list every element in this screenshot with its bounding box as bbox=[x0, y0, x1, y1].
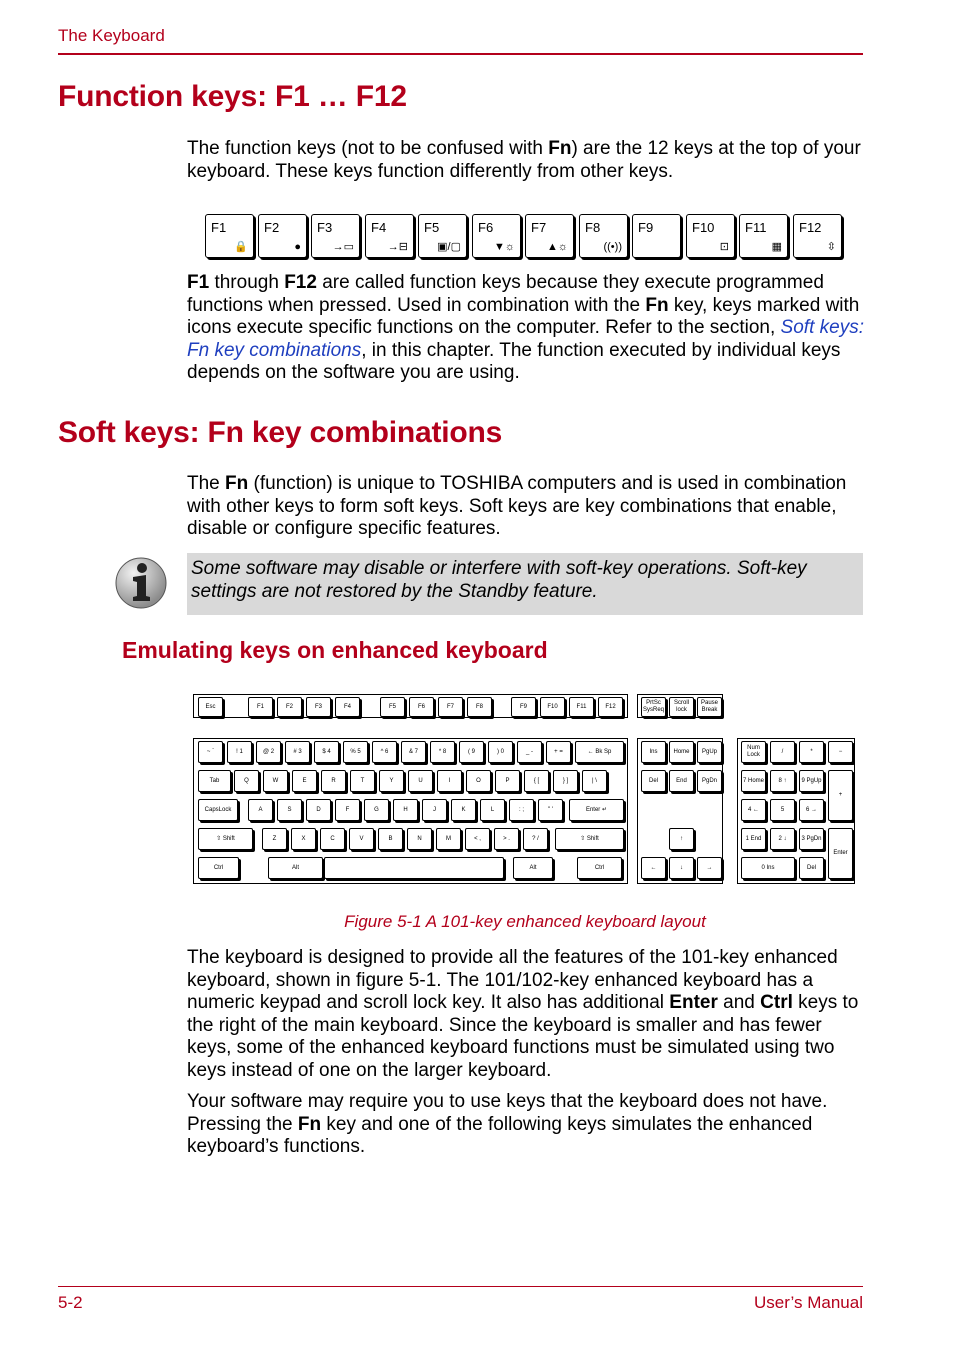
kb-key-sys-0: PrtSc SysReq bbox=[641, 697, 666, 717]
kb-key-num-8: * 8 bbox=[430, 741, 455, 763]
kb-key-nav-3: Del bbox=[641, 770, 666, 792]
keypad-icon: ▦ bbox=[771, 241, 782, 253]
kb-key-z-6: N bbox=[407, 828, 432, 850]
kb-key-pad-10: 6 → bbox=[799, 799, 824, 821]
kb-key-pad-2: * bbox=[799, 741, 824, 763]
kb-key-f10: F10 bbox=[540, 697, 565, 717]
note-box bbox=[187, 553, 863, 615]
note-text: Some software may disable or interfere with soft-key operations. Soft-key settings are not restored by the Standby feature. bbox=[191, 558, 807, 602]
kb-key-f11: F11 bbox=[569, 697, 594, 717]
kb-key-q-10: P bbox=[495, 770, 520, 792]
kb-key-q-8: I bbox=[437, 770, 462, 792]
manual-title: User’s Manual bbox=[754, 1293, 863, 1312]
kb-key-sys-1: Scroll lock bbox=[669, 697, 694, 717]
kb-key-arrow-right: → bbox=[697, 857, 722, 879]
kb-key-a-7: J bbox=[422, 799, 447, 821]
kb-key-q-9: O bbox=[466, 770, 491, 792]
info-icon bbox=[114, 556, 168, 610]
header-rule bbox=[58, 53, 863, 55]
kb-key-z-4: V bbox=[349, 828, 374, 850]
kb-key-a-8: K bbox=[451, 799, 476, 821]
wireless-icon: ((•)) bbox=[603, 241, 622, 253]
brightness-down-icon: ▼☼ bbox=[494, 241, 515, 253]
kb-key-arrow-down: ↓ bbox=[669, 857, 694, 879]
search-icon: ● bbox=[294, 241, 301, 253]
page-number: 5-2 bbox=[58, 1293, 83, 1312]
paragraph-fkeys-intro: The function keys (not to be confused with Fn) are the 12 keys at the top of your keyboard. These keys function differently from other keys. bbox=[187, 138, 861, 182]
kb-key-q-1: Q bbox=[234, 770, 259, 792]
kb-key-q-12: } ] bbox=[553, 770, 578, 792]
kb-key-f4: F4 bbox=[335, 697, 360, 717]
kb-key-capslock: CapsLock bbox=[198, 799, 238, 821]
key-f11: F11 ▦ bbox=[739, 214, 788, 258]
kb-key-lalt: Alt bbox=[268, 857, 323, 879]
kb-key-f12: F12 bbox=[598, 697, 623, 717]
kb-key-space bbox=[324, 857, 504, 879]
key-f9: F9 bbox=[632, 214, 681, 258]
kb-key-num-2: @ 2 bbox=[256, 741, 281, 763]
cross-reference-link[interactable]: Soft keys: Fn key combinations bbox=[187, 317, 864, 361]
kb-key-a-10: : ; bbox=[509, 799, 534, 821]
kb-key-ralt: Alt bbox=[513, 857, 553, 879]
kb-key-num-6: ^ 6 bbox=[372, 741, 397, 763]
kb-key-rshift: ⇧ Shift bbox=[555, 828, 624, 850]
key-f1: F1 🔒 bbox=[205, 214, 254, 258]
kb-key-pad-6: 9 PgUp bbox=[799, 770, 824, 792]
kb-key-lctrl: Ctrl bbox=[198, 857, 239, 879]
keyboard-figure bbox=[193, 694, 857, 886]
key-f12: F12 ⇳ bbox=[793, 214, 842, 258]
kb-key-lshift: ⇧ Shift bbox=[198, 828, 253, 850]
kb-key-a-2: S bbox=[277, 799, 302, 821]
kb-key-f8: F8 bbox=[467, 697, 492, 717]
kb-key-q-2: W bbox=[263, 770, 288, 792]
kb-key-pad-11: 1 End bbox=[741, 828, 766, 850]
kb-key-nav-5: PgDn bbox=[697, 770, 722, 792]
footer-rule bbox=[58, 1286, 863, 1287]
running-header: The Keyboard bbox=[58, 26, 165, 45]
key-f2: F2 ● bbox=[258, 214, 307, 258]
heading-function-keys: Function keys: F1 … F12 bbox=[58, 80, 407, 113]
kb-key-a-5: G bbox=[364, 799, 389, 821]
kb-key-q-3: E bbox=[292, 770, 317, 792]
kb-key-z-1: Z bbox=[262, 828, 287, 850]
kb-key-enter: Enter ↵ bbox=[569, 799, 624, 821]
kb-key-z-3: C bbox=[320, 828, 345, 850]
kb-key-a-6: H bbox=[393, 799, 418, 821]
display-icon: ▣/▢ bbox=[437, 241, 461, 253]
kb-key-pad-3: − bbox=[828, 741, 853, 763]
brightness-up-icon: ▲☼ bbox=[547, 241, 568, 253]
standby-icon: →▭ bbox=[332, 241, 354, 253]
kb-key-pad-9: 5 bbox=[770, 799, 795, 821]
kb-key-nav-2: PgUp bbox=[697, 741, 722, 763]
kb-key-a-3: D bbox=[306, 799, 331, 821]
kb-key-z-8: < , bbox=[465, 828, 490, 850]
kb-key-nav-4: End bbox=[669, 770, 694, 792]
kb-key-q-6: Y bbox=[379, 770, 404, 792]
kb-key-f6: F6 bbox=[409, 697, 434, 717]
touchpad-icon: ⇳ bbox=[826, 241, 836, 253]
hibernate-icon: →⊟ bbox=[387, 241, 408, 253]
zoom-icon: ⊡ bbox=[719, 241, 729, 253]
key-f6: F6 ▼☼ bbox=[472, 214, 521, 258]
kb-key-arrow-up: ↑ bbox=[669, 828, 694, 850]
kb-key-tab: Tab bbox=[198, 770, 231, 792]
kb-key-z-10: ? / bbox=[523, 828, 548, 850]
kb-key-f1: F1 bbox=[248, 697, 273, 717]
key-f7: F7 ▲☼ bbox=[525, 214, 574, 258]
kb-key-q-11: { [ bbox=[524, 770, 549, 792]
kb-key-q-13: | \ bbox=[582, 770, 607, 792]
key-f3: F3 →▭ bbox=[311, 214, 360, 258]
paragraph-fkeys-description: F1 through F12 are called function keys because they execute programmed functions when pressed. Used in combination with the Fn key, keys marked with icons execute specific functions on the computer. Refer to the section, Soft keys: Fn key combinations, in this chapter. The function executed by individual keys depends on the software you are using. bbox=[187, 272, 864, 384]
key-f10: F10 ⊡ bbox=[686, 214, 735, 258]
paragraph-soft-keys: The Fn (function) is unique to TOSHIBA computers and is used in combination with other keys to form soft keys. Soft keys are key combinations that enable, disable or configure specific features. bbox=[187, 473, 847, 540]
kb-key-q-7: U bbox=[408, 770, 433, 792]
kb-key-pad-13: 3 PgDn bbox=[799, 828, 824, 850]
kb-key-z-9: > . bbox=[494, 828, 519, 850]
kb-key-f5: F5 bbox=[380, 697, 405, 717]
kb-key-num-4: $ 4 bbox=[314, 741, 339, 763]
kb-key-f3: F3 bbox=[306, 697, 331, 717]
kb-key-num-1: ! 1 bbox=[227, 741, 252, 763]
heading-emulating-keys: Emulating keys on enhanced keyboard bbox=[122, 637, 548, 663]
kb-key-f2: F2 bbox=[277, 697, 302, 717]
paragraph-software-keys: Your software may require you to use keys that the keyboard does not have. Pressing the Fn key and one of the following keys simulates the enhanced keyboard’s functions. bbox=[187, 1091, 828, 1158]
kb-key-nav-1: Home bbox=[669, 741, 694, 763]
kb-key-pad-8: 4 ← bbox=[741, 799, 766, 821]
kb-key-pad-5: 8 ↑ bbox=[770, 770, 795, 792]
kb-key-num-3: # 3 bbox=[285, 741, 310, 763]
kb-key-num-11: _ - bbox=[517, 741, 542, 763]
lock-icon: 🔒 bbox=[234, 241, 248, 253]
kb-key-pad-15: 0 Ins bbox=[741, 857, 795, 879]
kb-key-pad-12: 2 ↓ bbox=[770, 828, 795, 850]
kb-key-pad-16: Del bbox=[799, 857, 824, 879]
kb-key-pad-0: Num Lock bbox=[741, 741, 766, 763]
kb-key-num-0: ~ ` bbox=[198, 741, 223, 763]
key-f4: F4 →⊟ bbox=[365, 214, 414, 258]
figure-caption: Figure 5-1 A 101-key enhanced keyboard layout bbox=[344, 912, 706, 931]
kb-key-num-7: & 7 bbox=[401, 741, 426, 763]
kb-key-num-12: + = bbox=[546, 741, 571, 763]
kb-key-arrow-left: ← bbox=[641, 857, 666, 879]
kb-key-pad-7: + bbox=[828, 770, 853, 821]
key-f8: F8 ((•)) bbox=[579, 214, 628, 258]
kb-key-a-11: " ' bbox=[538, 799, 563, 821]
kb-key-nav-0: Ins bbox=[641, 741, 666, 763]
kb-key-a-1: A bbox=[248, 799, 273, 821]
kb-key-f7: F7 bbox=[438, 697, 463, 717]
kb-key-z-2: X bbox=[291, 828, 316, 850]
kb-key-q-5: T bbox=[350, 770, 375, 792]
kb-key-z-5: B bbox=[378, 828, 403, 850]
kb-key-sys-2: Pause Break bbox=[697, 697, 722, 717]
kb-key-f9: F9 bbox=[511, 697, 536, 717]
heading-soft-keys: Soft keys: Fn key combinations bbox=[58, 416, 503, 449]
kb-key-num-10: ) 0 bbox=[488, 741, 513, 763]
kb-key-a-4: F bbox=[335, 799, 360, 821]
kb-key-esc: Esc bbox=[198, 697, 223, 717]
kb-key-q-4: R bbox=[321, 770, 346, 792]
kb-key-a-9: L bbox=[480, 799, 505, 821]
paragraph-keyboard-design: The keyboard is designed to provide all the features of the 101-key enhanced keyboard, shown in figure 5-1. The 101/102-key enhanced keyboard has a numeric keypad and scroll lock key. It also has additional Enter and Ctrl keys to the right of the main keyboard. Since the keyboard is smaller and has fewer keys, some of the enhanced keyboard functions must be simulated using two keys instead of one on the larger keyboard. bbox=[187, 947, 859, 1081]
kb-key-pad-4: 7 Home bbox=[741, 770, 766, 792]
function-keys-illustration bbox=[205, 214, 845, 260]
kb-key-num-9: ( 9 bbox=[459, 741, 484, 763]
kb-key-rctrl: Ctrl bbox=[577, 857, 622, 879]
kb-key-pad-1: / bbox=[770, 741, 795, 763]
kb-key-pad-14: Enter bbox=[828, 828, 853, 879]
kb-key-num-5: % 5 bbox=[343, 741, 368, 763]
kb-key-backspace: ← Bk Sp bbox=[575, 741, 624, 763]
key-f5: F5 ▣/▢ bbox=[418, 214, 467, 258]
kb-key-z-7: M bbox=[436, 828, 461, 850]
